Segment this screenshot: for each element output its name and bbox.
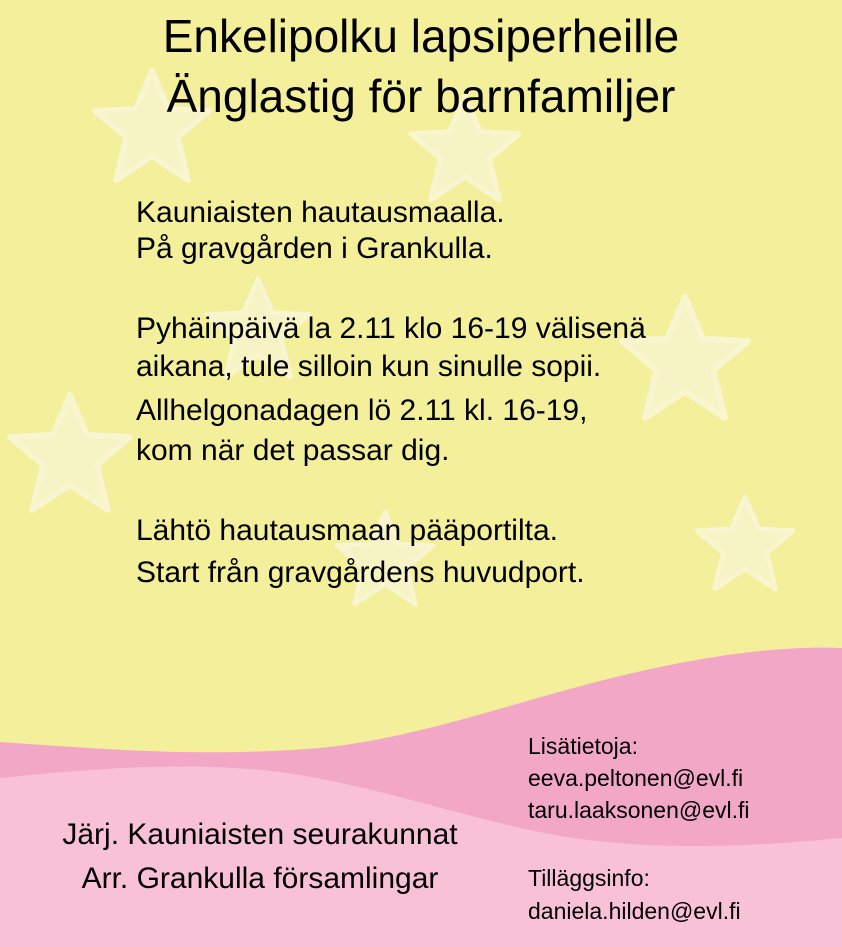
star-icon — [10, 395, 130, 510]
schedule-line: Allhelgonadagen lö 2.11 kl. 16-19, — [136, 394, 588, 427]
schedule-line: Pyhäinpäivä la 2.11 klo 16-19 välisenä — [136, 312, 646, 345]
location-finnish: Kauniaisten hautausmaalla. — [136, 196, 505, 229]
contact-email[interactable]: taru.laaksonen@evl.fi — [528, 797, 750, 823]
organizer-swedish: Arr. Grankulla församlingar — [81, 862, 439, 895]
start-swedish: Start från gravgårdens huvudport. — [136, 556, 585, 589]
title-swedish: Änglastig för barnfamiljer — [166, 70, 676, 122]
schedule-line: aikana, tule silloin kun sinulle sopii. — [136, 350, 602, 383]
schedule-line: kom när det passar dig. — [136, 434, 450, 467]
star-icon — [697, 497, 793, 589]
organizer-finnish: Järj. Kauniaisten seurakunnat — [62, 818, 458, 851]
title-finnish: Enkelipolku lapsiperheille — [162, 10, 680, 62]
contact-label-swedish: Tilläggsinfo: — [528, 865, 650, 891]
contact-label-finnish: Lisätietoja: — [528, 733, 638, 759]
contact-email[interactable]: eeva.peltonen@evl.fi — [528, 765, 744, 791]
start-finnish: Lähtö hautausmaan pääportilta. — [136, 514, 558, 547]
contact-email[interactable]: daniela.hilden@evl.fi — [528, 898, 741, 924]
location-swedish: På gravgården i Grankulla. — [136, 232, 493, 265]
